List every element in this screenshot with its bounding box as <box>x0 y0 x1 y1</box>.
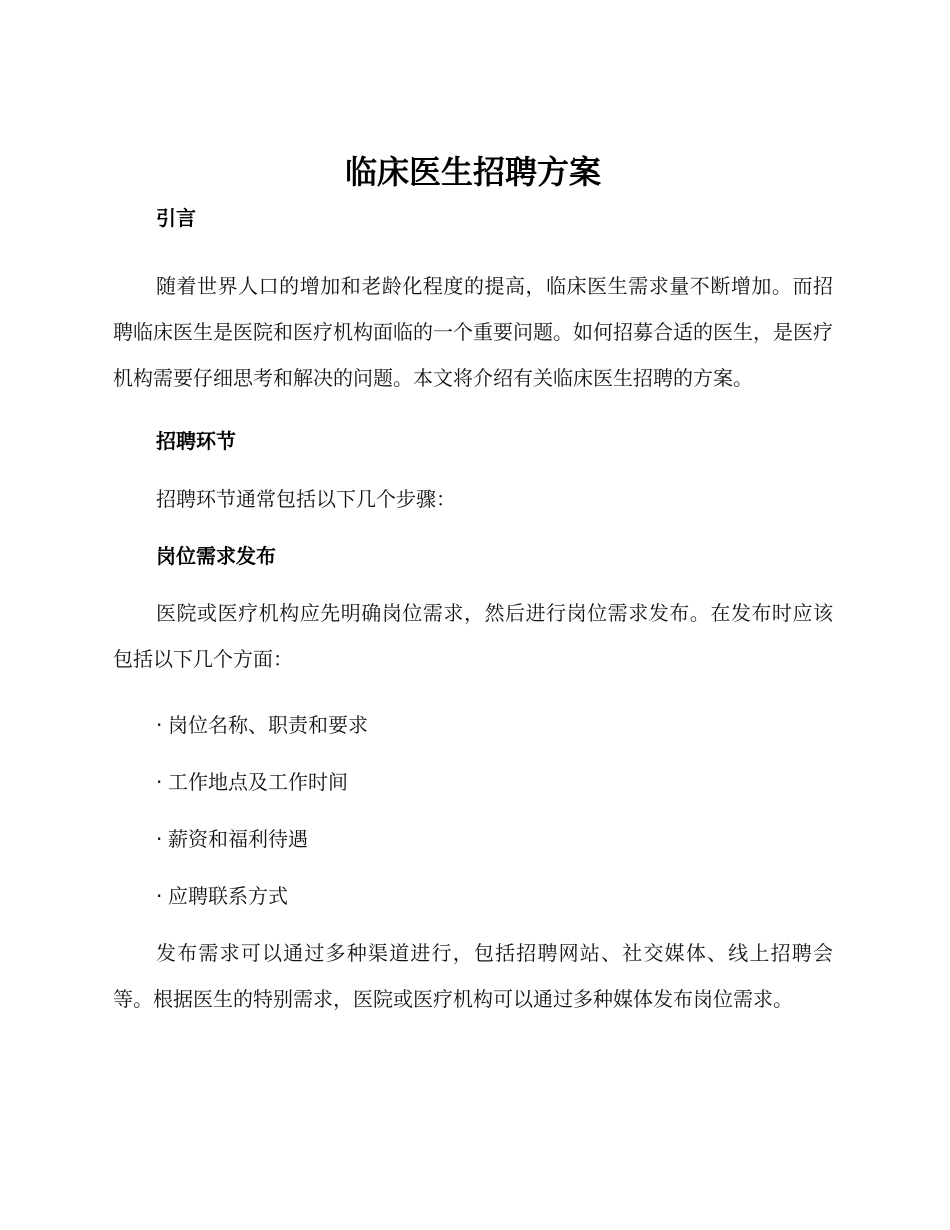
list-item <box>113 768 833 796</box>
document-body <box>113 150 833 1022</box>
document-title: 临床医生招聘方案 <box>344 153 601 191</box>
list-item <box>113 711 833 739</box>
posting-paragraph: 医院或医疗机构应先明确岗位需求，然后进行岗位需求发布。在发布时应该包括以下几个方面： <box>113 601 833 671</box>
section-heading-process: 招聘环节 <box>156 429 236 453</box>
list-item-text: 岗位名称、职责和要求 <box>168 713 368 737</box>
bullet-marker: · <box>156 713 163 737</box>
bullet-marker: · <box>156 770 163 794</box>
list-item <box>113 882 833 910</box>
bullet-marker: · <box>156 884 163 908</box>
process-paragraph: 招聘环节通常包括以下几个步骤： <box>156 487 456 511</box>
section-heading-intro: 引言 <box>156 206 196 230</box>
list-item-text: 工作地点及工作时间 <box>168 770 348 794</box>
list-item <box>113 825 833 853</box>
intro-paragraph: 随着世界人口的增加和老龄化程度的提高，临床医生需求量不断增加。而招聘临床医生是医院和医疗机构面临的一个重要问题。如何招募合适的医生，是医疗机构需要仔细思考和解决的问题。本文将介绍有关临床医生招聘的方案。 <box>113 274 833 390</box>
bullet-marker: · <box>156 827 163 851</box>
section-heading-posting: 岗位需求发布 <box>156 544 276 568</box>
list-item-text: 薪资和福利待遇 <box>168 827 308 851</box>
channels-paragraph: 发布需求可以通过多种渠道进行，包括招聘网站、社交媒体、线上招聘会等。根据医生的特别需求，医院或医疗机构可以通过多种媒体发布岗位需求。 <box>113 941 833 1011</box>
list-item-text: 应聘联系方式 <box>168 884 288 908</box>
